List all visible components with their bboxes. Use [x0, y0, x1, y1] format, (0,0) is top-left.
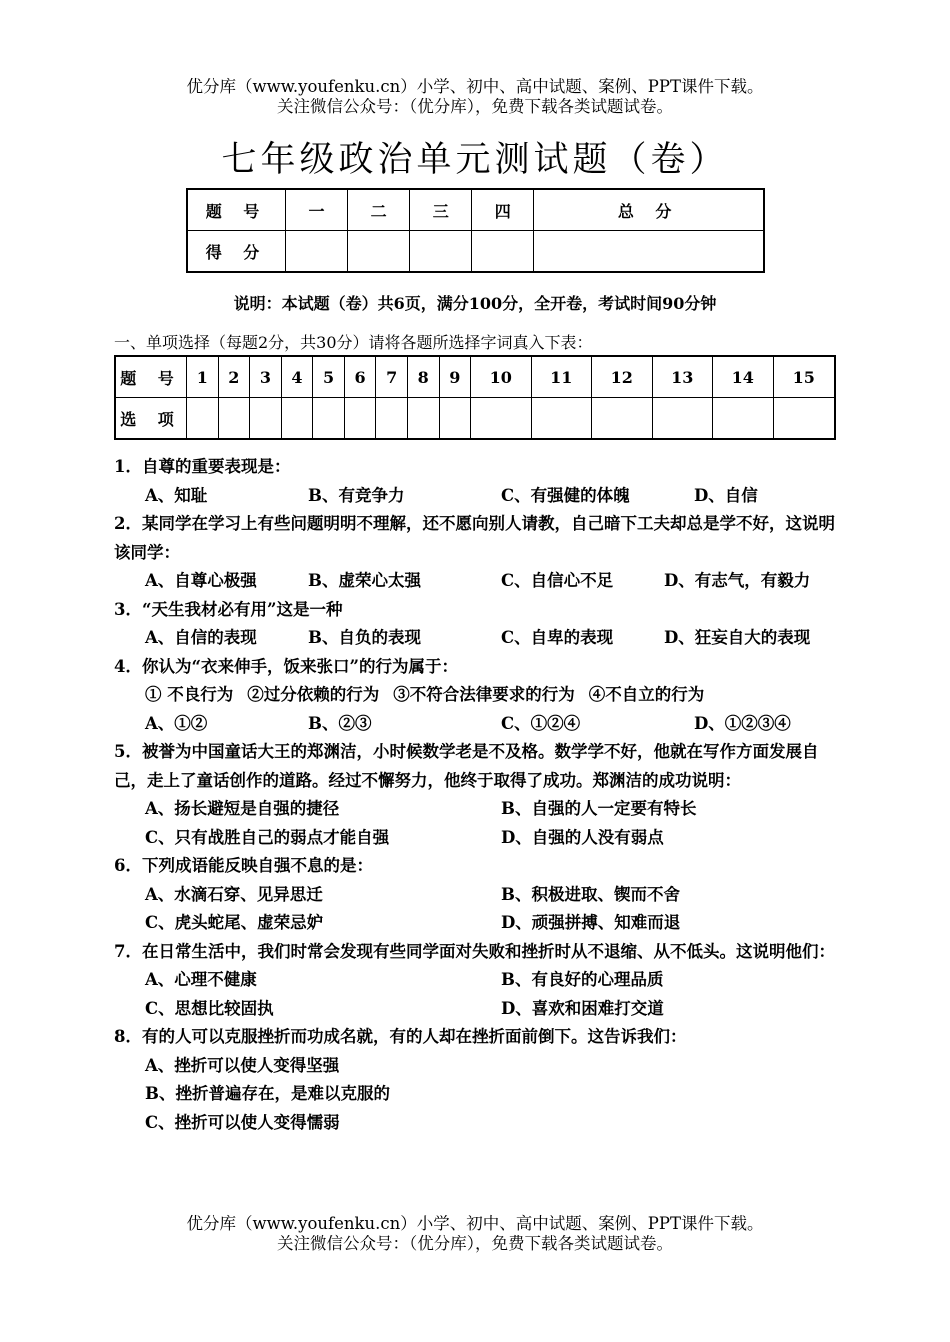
- answer-number: 15: [773, 356, 835, 398]
- option-c: C、有强健的体魄: [501, 485, 630, 505]
- answer-number: 3: [250, 356, 282, 398]
- option-a: A、自尊心极强: [145, 571, 257, 590]
- question-options: [114, 567, 838, 596]
- answer-number: 2: [218, 356, 250, 398]
- question-options: [114, 909, 838, 938]
- score-cell: [348, 231, 410, 273]
- answer-number-label: 题 号: [115, 356, 187, 398]
- question-options: [114, 795, 838, 824]
- option-b: B、积极进取、锲而不舍: [501, 884, 680, 904]
- option-c: C、虎头蛇尾、虚荣忌妒: [145, 913, 324, 932]
- option-a: A、自信的表现: [145, 628, 257, 647]
- question-stem: 6．下列成语能反映自强不息的是：: [114, 856, 373, 875]
- answer-cell: [773, 398, 835, 440]
- answer-cell: [531, 398, 592, 440]
- answer-number: 6: [344, 356, 376, 398]
- answer-number: 11: [531, 356, 592, 398]
- option-b: B、自负的表现: [308, 628, 421, 647]
- answer-table-option-row: [115, 398, 835, 440]
- option-b: B、虚荣心太强: [308, 571, 421, 590]
- answer-cell: [250, 398, 282, 440]
- question-options: [114, 710, 838, 739]
- score-header-cell: 二: [348, 189, 410, 231]
- page-header: [0, 77, 950, 117]
- option-d: D、①②③④: [694, 713, 791, 733]
- answer-number: 14: [713, 356, 774, 398]
- answer-cell: [313, 398, 345, 440]
- footer-line-1: 优分库（www.youfenku.cn）小学、初中、高中试题、案例、PPT课件下载。: [186, 1214, 764, 1233]
- option-d: D、喜欢和困难打交道: [501, 998, 664, 1018]
- answer-number: 1: [187, 356, 219, 398]
- answer-cell: [652, 398, 713, 440]
- score-header-total: 总 分: [534, 189, 764, 231]
- answer-number: 9: [439, 356, 471, 398]
- option-d: D、顽强拼搏、知难而退: [501, 913, 681, 932]
- option-a: A、水滴石穿、见异思迁: [145, 884, 323, 904]
- option-c: C、自信心不足: [501, 571, 614, 590]
- answer-cell: [218, 398, 250, 440]
- score-cell: [472, 231, 534, 273]
- option-a: A、①②: [145, 713, 208, 733]
- answer-cell: [187, 398, 219, 440]
- option-b: B、有良好的心理品质: [501, 970, 664, 989]
- section-heading: 一、单项选择（每题2分，共30分）请将各题所选择字词真入下表：: [114, 333, 593, 352]
- option-c: C、只有战胜自己的弱点才能自强: [145, 827, 390, 847]
- header-line-2: 关注微信公众号：（优分库），免费下载各类试题试卷。: [277, 97, 673, 116]
- option-c: C、挫折可以使人变得懦弱: [145, 1112, 340, 1132]
- footer-line-2: 关注微信公众号：（优分库），免费下载各类试题试卷。: [277, 1234, 673, 1253]
- question-stem: 4．你认为“衣来伸手，饭来张口”的行为属于：: [114, 656, 458, 676]
- score-header-cell: 三: [410, 189, 472, 231]
- page-footer: [0, 1214, 950, 1254]
- question-options: [114, 881, 838, 910]
- question-items: [114, 681, 838, 710]
- option-b: B、②③: [308, 713, 372, 733]
- header-line-1: 优分库（www.youfenku.cn）小学、初中、高中试题、案例、PPT课件下载。: [186, 77, 764, 96]
- option-d: D、狂妄自大的表现: [664, 628, 811, 647]
- page-title: 七年级政治单元测试题（卷）: [221, 140, 729, 180]
- answer-cell: [281, 398, 313, 440]
- score-header-label: 题 号: [187, 189, 286, 231]
- answer-number: 4: [281, 356, 313, 398]
- option-a: A、扬长避短是自强的捷径: [145, 799, 340, 818]
- option-d: D、自强的人没有弱点: [501, 827, 664, 847]
- question-list: [114, 453, 838, 1137]
- answer-table-number-row: [115, 356, 835, 398]
- answer-option-label: 选 项: [115, 398, 187, 440]
- question-options: [114, 966, 838, 995]
- item-3: ③不符合法律要求的行为: [393, 685, 575, 704]
- item-1: ① 不良行为: [145, 685, 234, 704]
- answer-number: 7: [376, 356, 408, 398]
- score-cell: [286, 231, 348, 273]
- answer-number: 13: [652, 356, 713, 398]
- score-header-cell: 一: [286, 189, 348, 231]
- question-stem: 1．自尊的重要表现是：: [114, 457, 291, 476]
- score-cell: [534, 231, 764, 273]
- answer-number: 5: [313, 356, 345, 398]
- answer-cell: [376, 398, 408, 440]
- question-stem: 3．“天生我材必有用”这是一种: [114, 599, 343, 619]
- option-c: C、自卑的表现: [501, 628, 614, 647]
- score-table-score-row: [187, 231, 764, 273]
- question-options: [114, 482, 838, 511]
- exam-note: 说明：本试题（卷）共6页，满分100分，全开卷，考试时间90分钟: [233, 294, 717, 313]
- score-row-label: 得 分: [187, 231, 286, 273]
- answer-number: 8: [407, 356, 439, 398]
- question-stem: 7．在日常生活中，我们时常会发现有些同学面对失败和挫折时从不退缩、从不低头。这说明他们：: [114, 941, 835, 961]
- option-d: D、有志气，有毅力: [664, 571, 811, 590]
- option-c: C、①②④: [501, 713, 581, 733]
- option-a: A、挫折可以使人变得坚强: [145, 1055, 340, 1075]
- answer-cell: [471, 398, 532, 440]
- answer-table: [114, 355, 836, 440]
- score-header-cell: 四: [472, 189, 534, 231]
- option-a: A、心理不健康: [145, 970, 257, 989]
- option-b: B、自强的人一定要有特长: [501, 799, 697, 818]
- answer-cell: [592, 398, 653, 440]
- item-4: ④不自立的行为: [588, 685, 705, 704]
- question-stem: 5．被誉为中国童话大王的郑渊洁，小时候数学老是不及格。数学学不好，他就在写作方面发展自己，走上了童话创作的道路。经过不懈努力，他终于取得了成功。郑渊洁的成功说明：: [114, 742, 819, 790]
- option-d: D、自信: [694, 485, 758, 505]
- question-options: [114, 624, 838, 653]
- item-2: ②过分依赖的行为: [247, 685, 380, 704]
- answer-cell: [407, 398, 439, 440]
- answer-number: 12: [592, 356, 653, 398]
- score-table-header-row: [187, 189, 764, 231]
- score-table: [186, 188, 765, 273]
- option-b: B、挫折普遍存在，是难以克服的: [145, 1084, 390, 1103]
- option-c: C、思想比较固执: [145, 998, 274, 1018]
- answer-cell: [344, 398, 376, 440]
- question-options: [114, 824, 838, 853]
- score-cell: [410, 231, 472, 273]
- question-stem: 8．有的人可以克服挫折而功成名就，有的人却在挫折面前倒下。这告诉我们：: [114, 1027, 687, 1046]
- answer-cell: [439, 398, 471, 440]
- question-options: [114, 995, 838, 1024]
- option-b: B、有竞争力: [308, 485, 405, 505]
- answer-cell: [713, 398, 774, 440]
- question-stem: 2．某同学在学习上有些问题明明不理解，还不愿向别人请教，自己暗下工夫却总是学不好，这说明该同学：: [114, 514, 835, 562]
- answer-number: 10: [471, 356, 532, 398]
- option-a: A、知耻: [145, 485, 208, 505]
